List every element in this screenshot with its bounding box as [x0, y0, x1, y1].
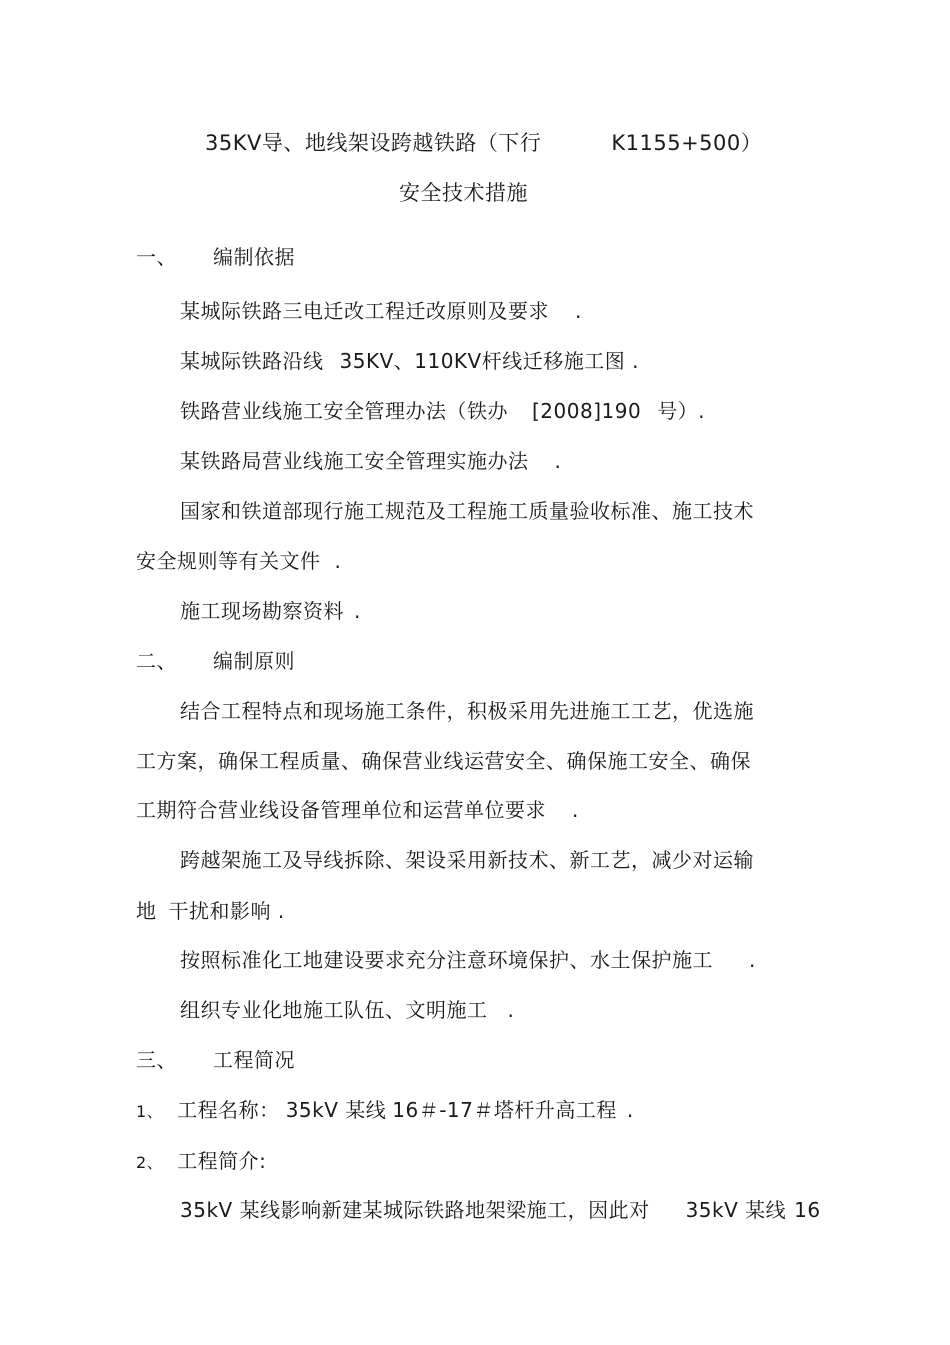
section-heading-1 — [136, 244, 295, 270]
paragraph-line: 某城际铁路三电迁改工程迁改原则及要求 . — [180, 299, 582, 323]
section-number: 二、 — [136, 649, 177, 673]
numbered-item: 2、 工程简介: — [136, 1149, 267, 1173]
paragraph-line: 安全规则等有关文件 . — [136, 549, 342, 573]
paragraph-line: 施工现场勘察资料 . — [180, 599, 361, 623]
section-title: 编制依据 — [213, 245, 295, 269]
paragraph-line: 地 干扰和影响 . — [136, 899, 285, 923]
item-number: 2、 — [136, 1153, 164, 1172]
paragraph-line: 跨越架施工及导线拆除、架设采用新技术、新工艺，减少对运输 — [180, 848, 754, 872]
paragraph-line: 工方案，确保工程质量、确保营业线运营安全、确保施工安全、确保 — [136, 749, 751, 773]
paragraph-line: 某铁路局营业线施工安全管理实施办法 . — [180, 449, 562, 473]
title-text-b: K1155+500） — [611, 131, 763, 155]
section-title: 工程简况 — [213, 1048, 295, 1072]
document-title-line-2 — [399, 180, 528, 206]
paragraph-line: 组织专业化地施工队伍、文明施工 . — [180, 998, 515, 1022]
paragraph-line: 工期符合营业线设备管理单位和运营单位要求 . — [136, 798, 579, 822]
numbered-item: 1、 工程名称： 35kV 某线 16＃-17＃塔杆升高工程 . — [136, 1098, 634, 1122]
title-text-a: 35KV导、地线架设跨越铁路（下行 — [205, 131, 542, 155]
document-title-line-1 — [205, 130, 762, 156]
section-number: 一、 — [136, 245, 177, 269]
section-heading-3 — [136, 1047, 295, 1073]
title-subtitle: 安全技术措施 — [399, 181, 528, 205]
section-number: 三、 — [136, 1048, 177, 1072]
section-title: 编制原则 — [213, 649, 295, 673]
item-number: 1、 — [136, 1102, 164, 1121]
paragraph-line: 按照标准化工地建设要求充分注意环境保护、水土保护施工 . — [180, 948, 756, 972]
paragraph-line: 35kV 某线影响新建某城际铁路地架梁施工，因此对 35kV 某线 16 — [180, 1198, 821, 1222]
paragraph-line: 某城际铁路沿线 35KV、110KV杆线迁移施工图 . — [180, 349, 639, 373]
paragraph-line: 铁路营业线施工安全管理办法（铁办 [2008]190 号）. — [180, 399, 706, 423]
paragraph-line: 结合工程特点和现场施工条件，积极采用先进施工工艺，优选施 — [180, 699, 754, 723]
paragraph-line: 国家和铁道部现行施工规范及工程施工质量验收标准、施工技术 — [180, 499, 754, 523]
section-heading-2 — [136, 648, 295, 674]
